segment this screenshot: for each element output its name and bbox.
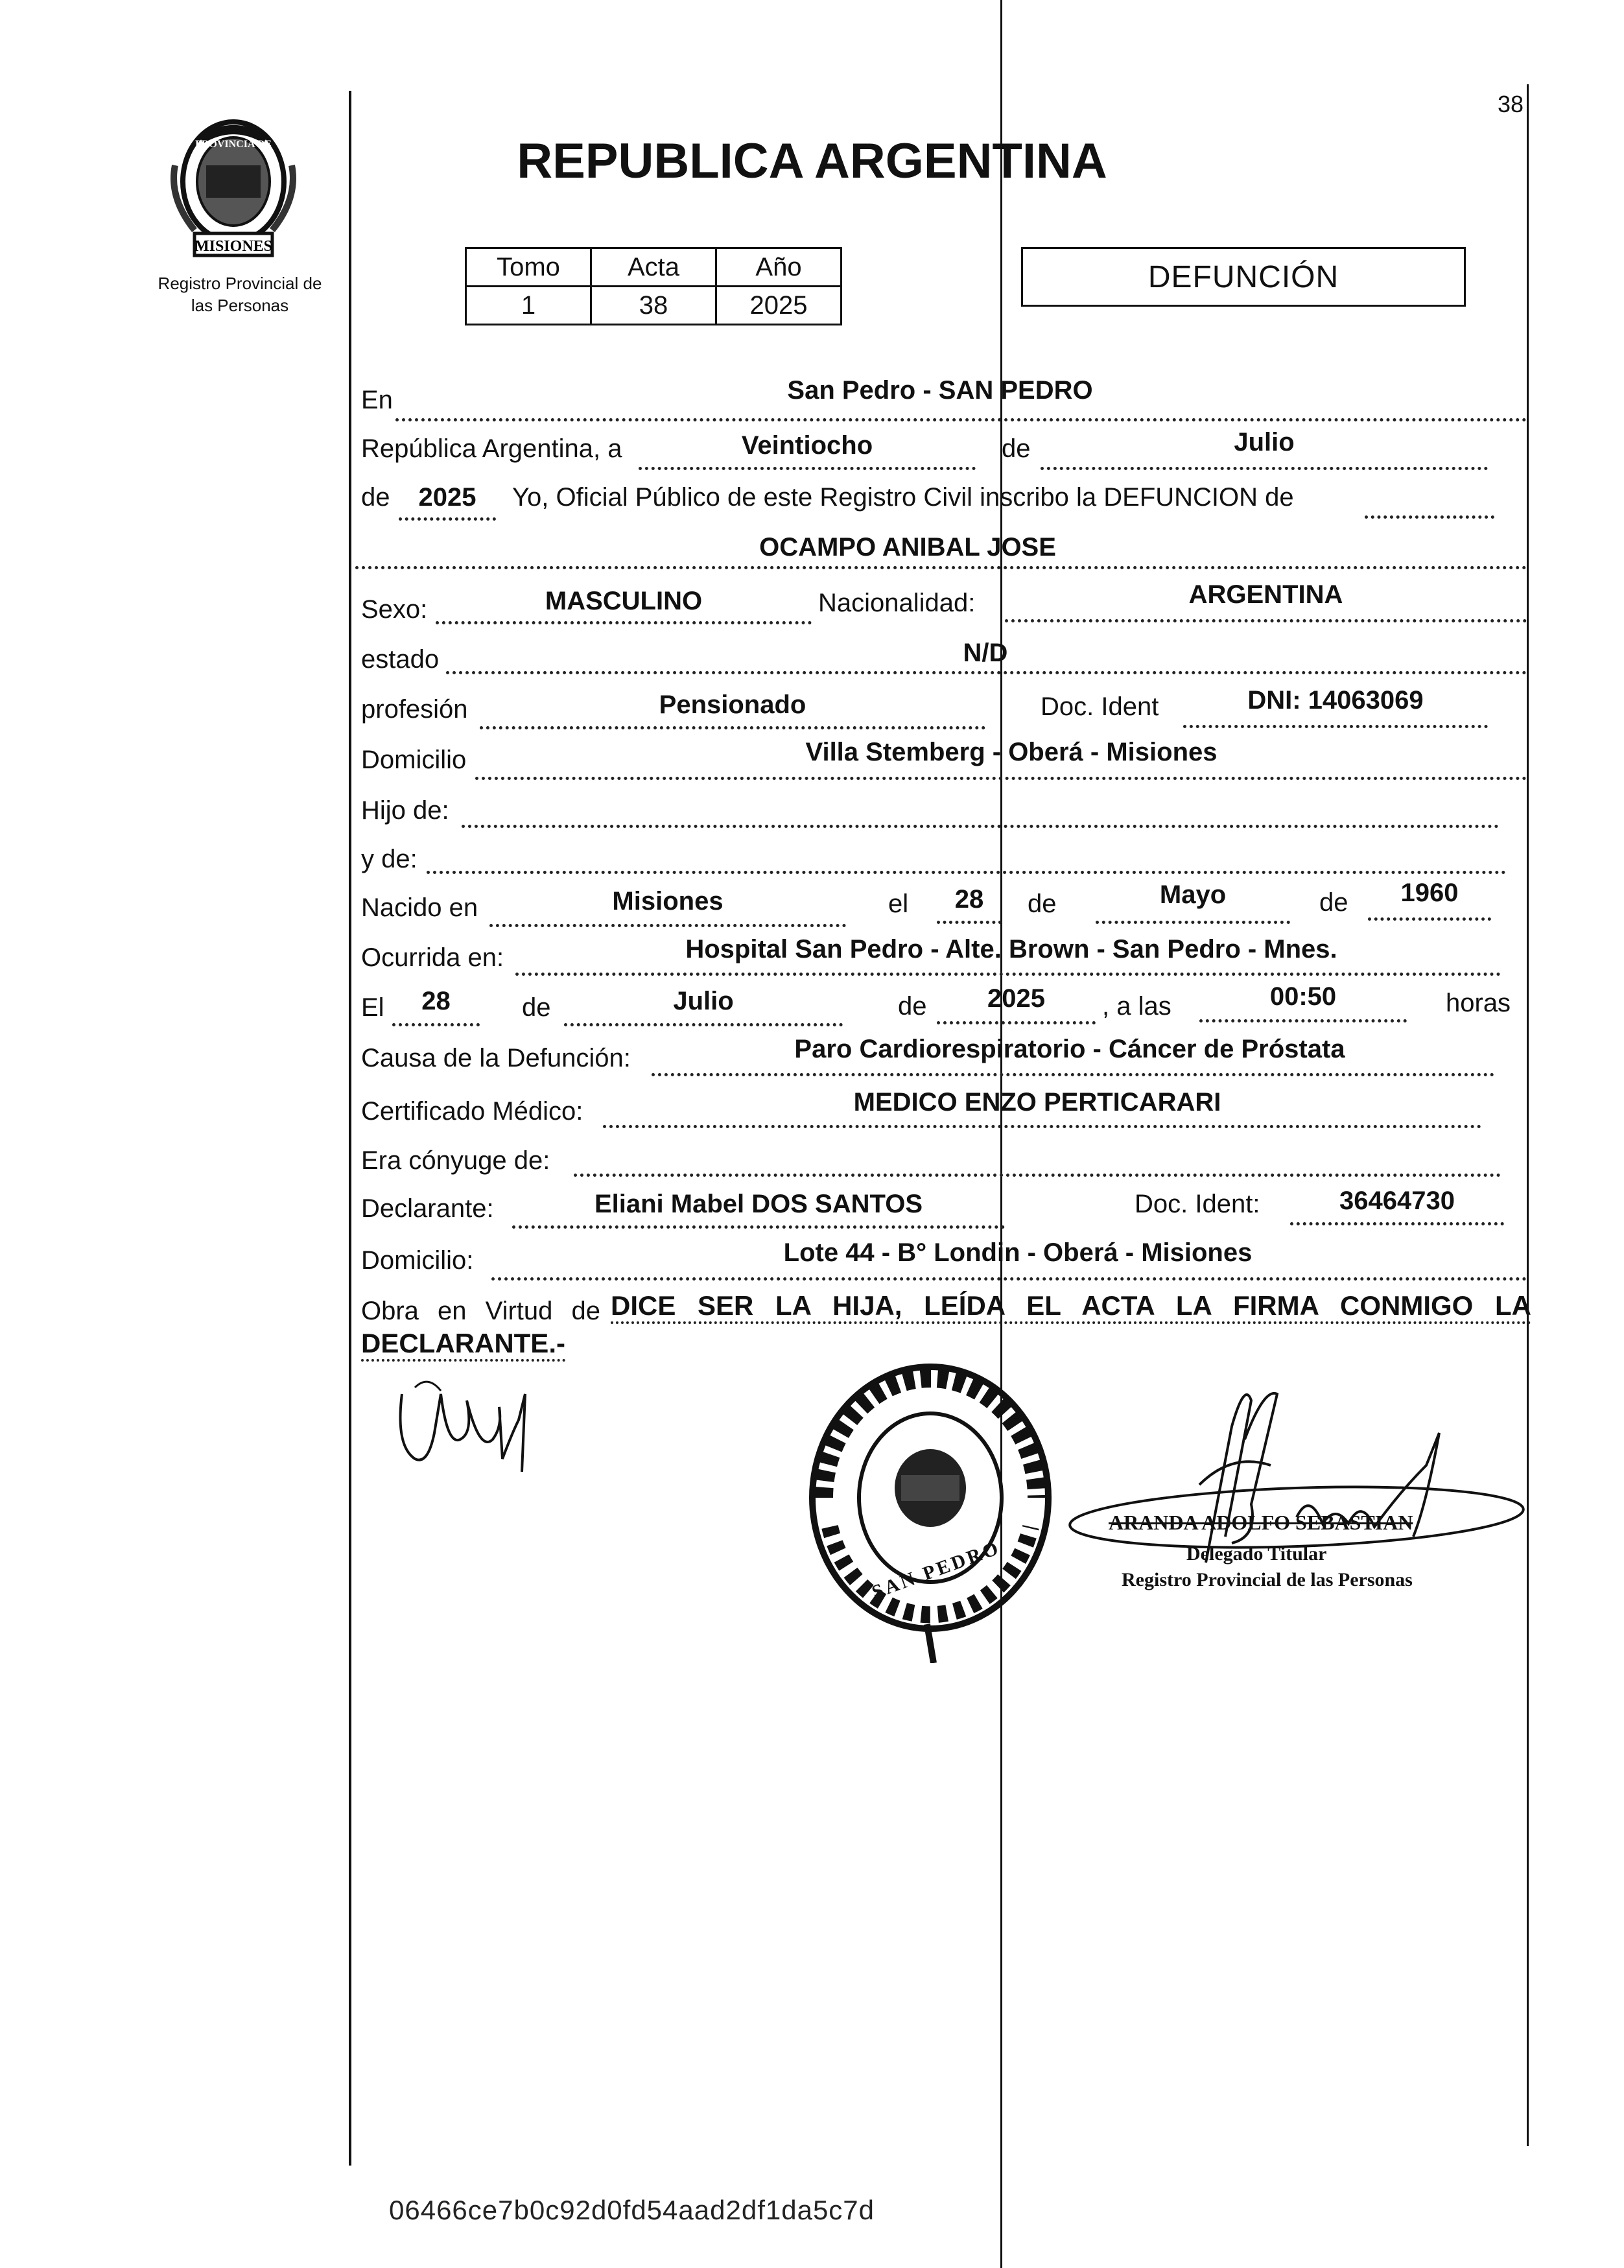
doc2: 36464730	[1339, 1187, 1455, 1215]
registry-stamp	[804, 1358, 1057, 1663]
profesion: Pensionado	[659, 691, 806, 719]
causa-dotline	[652, 1073, 1494, 1076]
nacido-lugar: Misiones	[612, 887, 724, 915]
cert-label: Certificado Médico:	[361, 1097, 583, 1126]
official-signature	[1037, 1375, 1530, 1569]
hora: 00:50	[1269, 982, 1337, 1011]
oficial-text: Yo, Oficial Público de este Registro Civil inscribo la DEFUNCION de	[512, 483, 1294, 512]
ocurrida: Hospital San Pedro - Alte. Brown - San Pedro - Mnes.	[685, 935, 1337, 963]
nacionalidad-label: Nacionalidad:	[818, 589, 976, 617]
estado: N/D	[963, 639, 1008, 667]
de4-label: de	[1319, 888, 1348, 917]
anio-value: 2025	[716, 287, 841, 325]
de5-label: de	[522, 993, 551, 1022]
doc-dotline	[1183, 725, 1488, 728]
obra-text-2: DECLARANTE.-	[361, 1328, 565, 1362]
seal-text-top: PROVINCIA DE	[195, 139, 272, 150]
en-label: En	[361, 386, 393, 414]
issuer-line-2: las Personas	[191, 296, 289, 315]
anio-header: Año	[716, 248, 841, 287]
official-name: ARANDA ADOLFO SEBASTIAN	[1109, 1511, 1413, 1534]
issuer-name	[133, 272, 347, 316]
el2-label: El	[361, 993, 384, 1022]
cert: MEDICO ENZO PERTICARARI	[853, 1088, 1221, 1116]
hijo-label: Hijo de:	[361, 796, 449, 825]
sexo-label: Sexo:	[361, 595, 428, 624]
doc2-dotline	[1290, 1222, 1504, 1225]
de3-label: de	[1028, 890, 1057, 918]
deceased-name: OCAMPO ANIBAL JOSE	[759, 533, 1056, 561]
causa: Paro Cardiorespiratorio - Cáncer de Próstata	[794, 1035, 1345, 1063]
yde-label: y de:	[361, 845, 418, 873]
declarante-label: Declarante:	[361, 1194, 494, 1223]
domicilio2: Lote 44 - B° Londin - Oberá - Misiones	[783, 1238, 1253, 1267]
nac-mes-dotline	[1096, 921, 1290, 924]
nombre-dotline	[355, 566, 1527, 569]
republica-label: República Argentina, a	[361, 434, 622, 463]
oficial-dotline	[1365, 515, 1494, 519]
domicilio-label: Domicilio	[361, 746, 467, 774]
mes: Julio	[1234, 428, 1295, 456]
tomo-value: 1	[466, 287, 591, 325]
fal-mes-dotline	[564, 1023, 843, 1026]
page-title: REPUBLICA ARGENTINA	[517, 134, 1107, 189]
anio-dotline	[399, 517, 496, 521]
hora-dotline	[1199, 1019, 1407, 1022]
fal-dia-dotline	[392, 1023, 480, 1026]
doc: DNI: 14063069	[1247, 686, 1424, 715]
right-margin-line	[1527, 84, 1529, 2146]
en-value: San Pedro - SAN PEDRO	[787, 376, 1093, 405]
page-number: 38	[1498, 91, 1524, 117]
seal-text-bottom: MISIONES	[194, 238, 273, 255]
de2-label: de	[361, 483, 390, 512]
nacionalidad-dotline	[1005, 619, 1527, 622]
official-role: Delegado Titular	[1186, 1543, 1327, 1565]
sexo-dotline	[436, 621, 812, 624]
nac-anio: 1960	[1400, 879, 1459, 907]
nac-anio-dotline	[1368, 917, 1491, 921]
cert-dotline	[603, 1125, 1481, 1128]
horas-label: horas	[1446, 989, 1511, 1017]
issuer-line-1: Registro Provincial de	[158, 274, 322, 293]
en-dotline	[395, 418, 1527, 421]
declarante-dotline	[512, 1225, 1005, 1229]
stamp-bottom-text: SAN PEDRO	[869, 1537, 1004, 1603]
obra-text: DICE SER LA HIJA, LEÍDA EL ACTA LA FIRMA CONMIGO LA	[611, 1290, 1531, 1324]
fal-dia: 28	[421, 987, 451, 1015]
declarant-signature	[389, 1368, 545, 1478]
fal-anio-dotline	[937, 1021, 1096, 1024]
nac-mes: Mayo	[1159, 880, 1227, 909]
doc2-label: Doc. Ident:	[1135, 1190, 1260, 1218]
conyuge-dotline	[574, 1174, 1501, 1177]
yde-dotline	[427, 871, 1506, 874]
domicilio2-label: Domicilio:	[361, 1246, 474, 1275]
profesion-dotline	[480, 726, 985, 729]
sexo: MASCULINO	[545, 587, 703, 615]
fal-mes: Julio	[673, 987, 734, 1015]
declarante: Eliani Mabel DOS SANTOS	[594, 1190, 923, 1218]
estado-label: estado	[361, 645, 440, 674]
estado-dotline	[446, 671, 1527, 674]
official-org: Registro Provincial de las Personas	[1122, 1569, 1413, 1590]
alas-label: , a las	[1102, 992, 1171, 1021]
acta-header: Acta	[591, 248, 716, 287]
nac-dia: 28	[954, 885, 984, 914]
doc-label: Doc. Ident	[1041, 692, 1159, 721]
record-type-box: DEFUNCIÓN	[1021, 247, 1466, 307]
conyuge-label: Era cónyuge de:	[361, 1146, 550, 1175]
nacionalidad: ARGENTINA	[1188, 580, 1343, 609]
document-hash: 06466ce7b0c92d0fd54aad2df1da5c7d	[389, 2195, 875, 2225]
anio: 2025	[418, 483, 477, 512]
profesion-label: profesión	[361, 695, 468, 724]
domicilio: Villa Stemberg - Oberá - Misiones	[805, 738, 1218, 766]
ocurrida-label: Ocurrida en:	[361, 943, 504, 972]
mes-dotline	[1041, 467, 1488, 470]
el-label: el	[888, 890, 909, 918]
domicilio2-dotline	[491, 1277, 1527, 1281]
causa-label: Causa de la Defunción:	[361, 1044, 631, 1072]
de6-label: de	[898, 992, 927, 1021]
left-margin-line	[349, 91, 351, 2166]
center-fold-line	[1000, 0, 1002, 2268]
record-table	[465, 247, 842, 325]
dia-texto: Veintiocho	[741, 431, 873, 460]
obra-label: Obra en Virtud de	[361, 1297, 601, 1325]
domicilio-dotline	[475, 777, 1527, 780]
nacido-label: Nacido en	[361, 893, 478, 922]
nacido-dotline	[489, 924, 846, 927]
acta-value: 38	[591, 287, 716, 325]
fal-anio: 2025	[987, 984, 1045, 1013]
nac-dia-dotline	[937, 921, 1002, 924]
tomo-header: Tomo	[466, 248, 591, 287]
dia-dotline	[639, 467, 976, 470]
ocurrida-dotline	[515, 973, 1501, 976]
hijo-dotline	[462, 825, 1499, 828]
de-label: de	[1002, 434, 1031, 463]
